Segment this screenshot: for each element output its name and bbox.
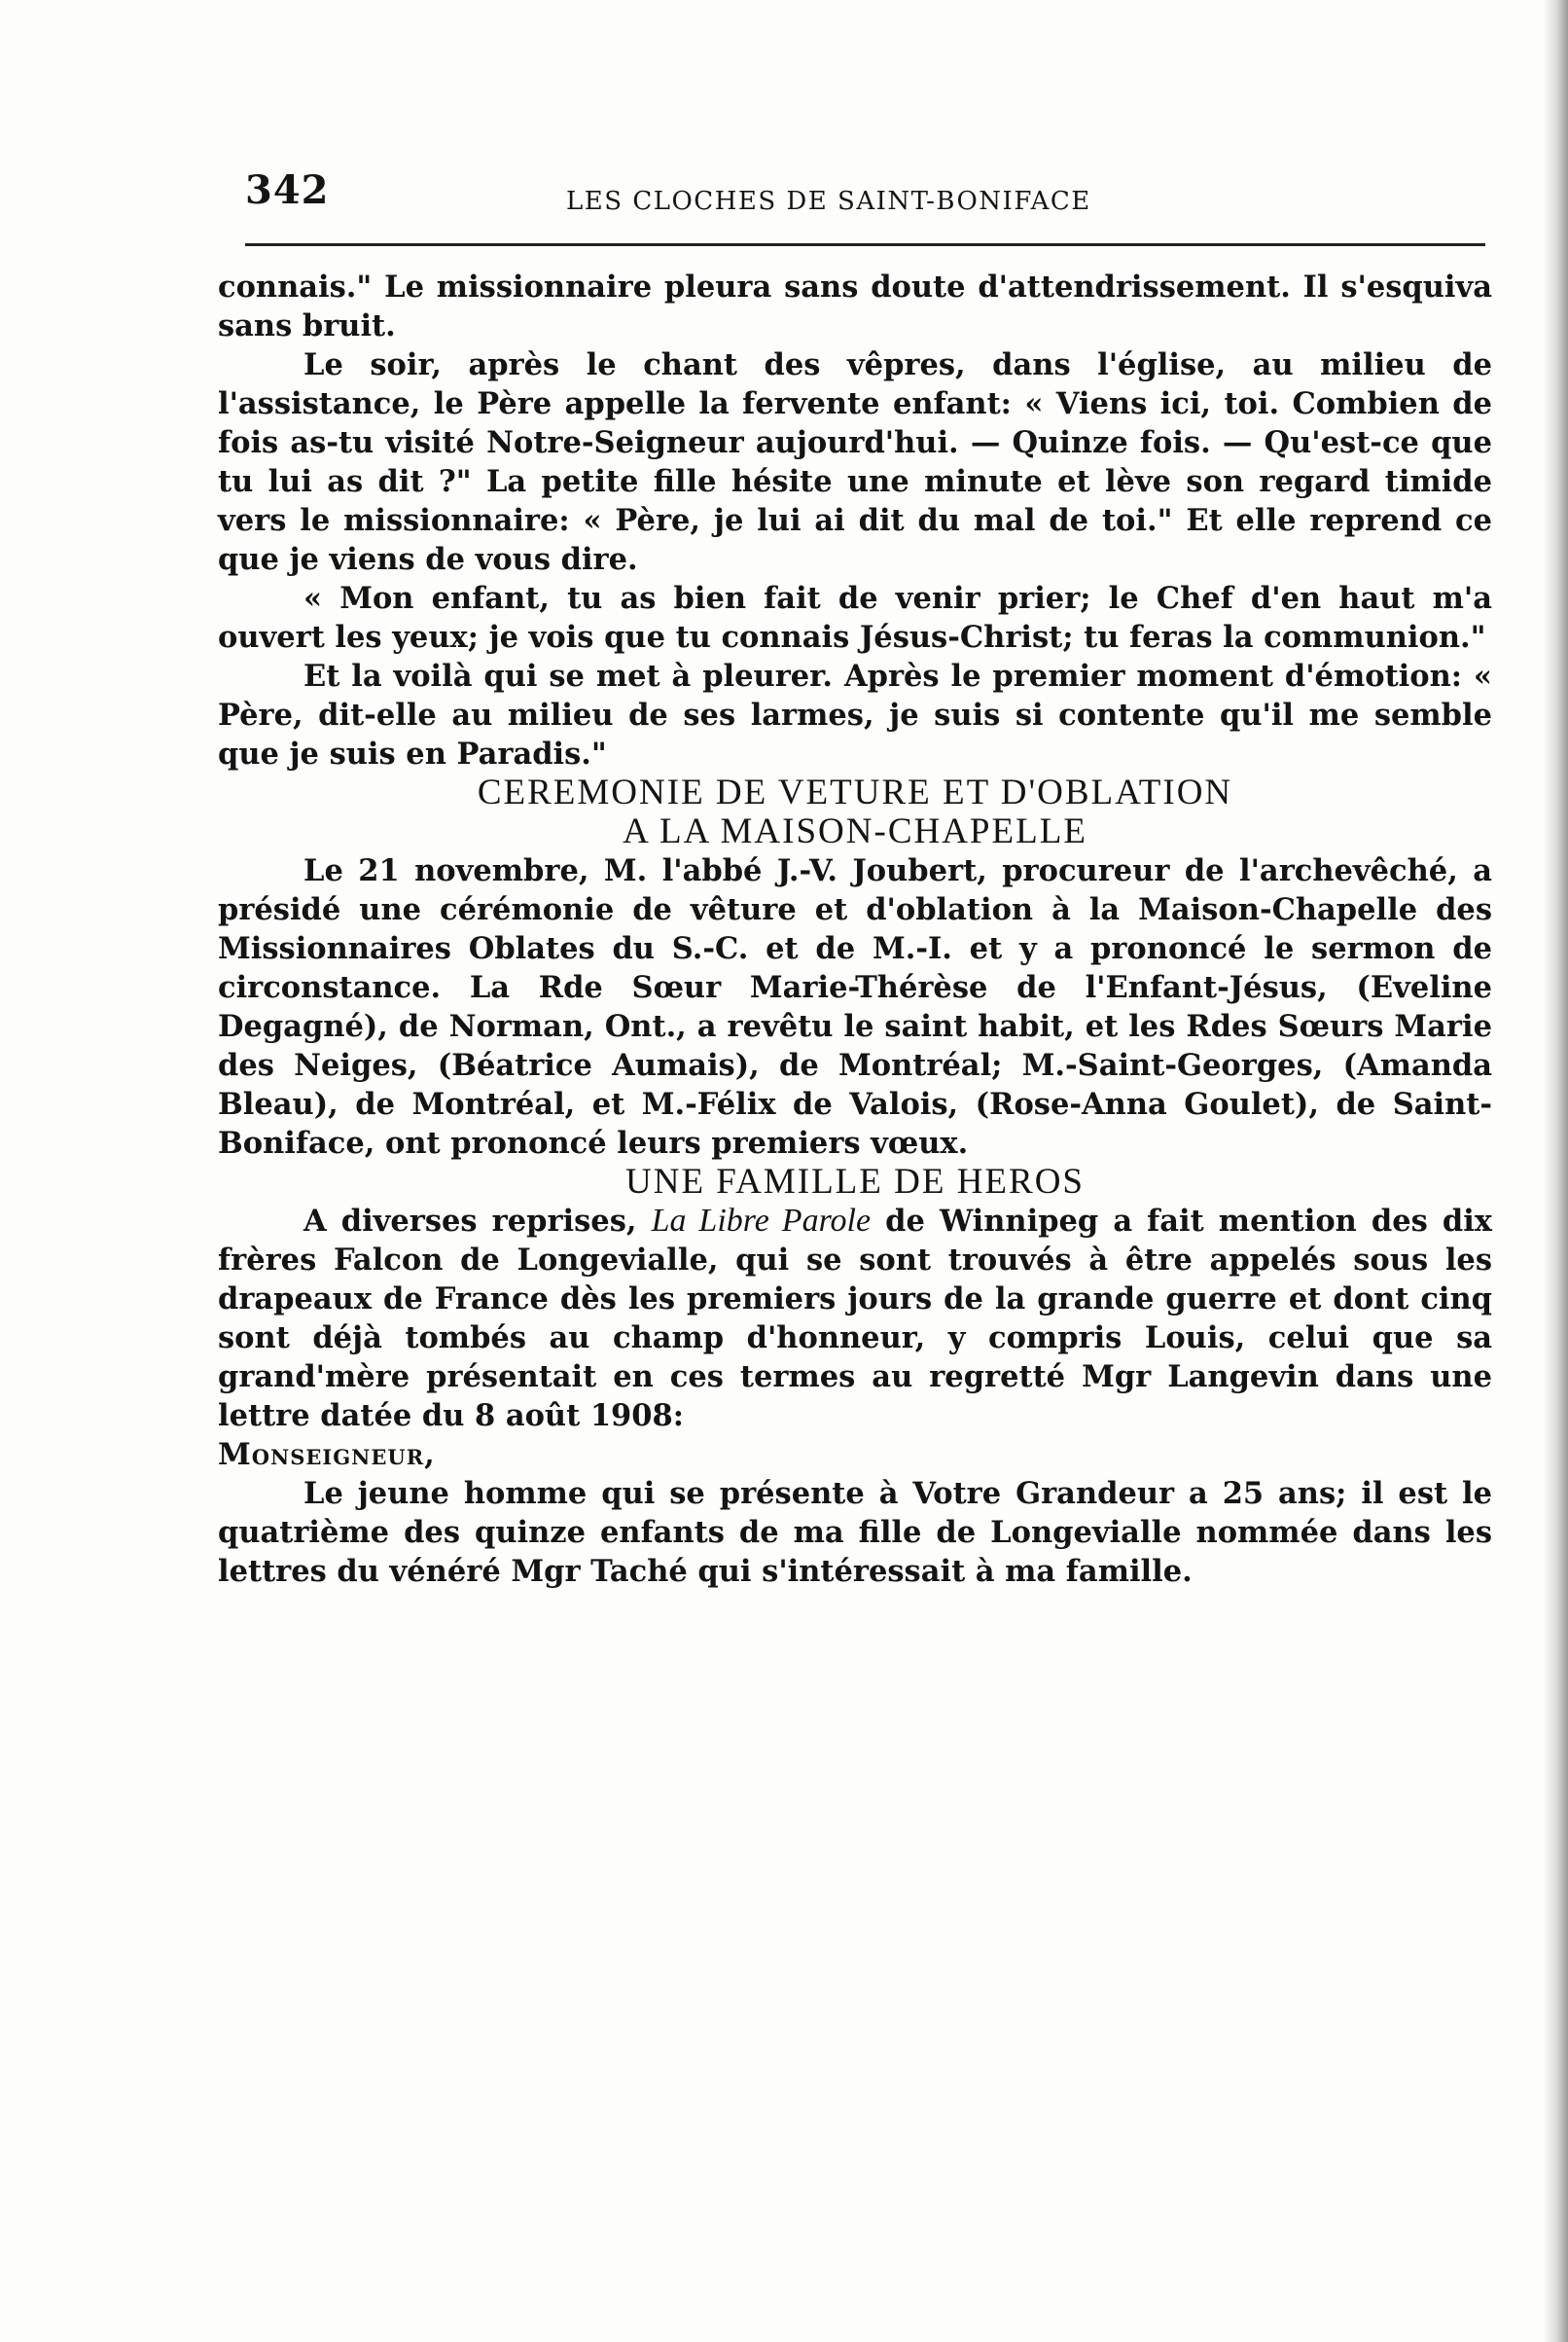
page-number: 342 [245, 167, 330, 213]
famille-text-end: de Winnipeg a fait mention des dix frères Falcon de Longevialle, qui se sont trouvés à être appelés sous les drapeaux de France dès les premiers jours de la grande guerre et dont cinq sont déjà tombés au champ d'honneur, y compris Louis, celui que sa grand'mère présentait en ces termes au regretté Mgr Langevin dans une lettre datée du 8 août 1908: [218, 1204, 1492, 1433]
section-heading-famille: UNE FAMILLE DE HEROS [625, 1162, 1085, 1202]
section-heading-veture: CEREMONIE DE VETURE ET D'OBLATION [477, 773, 1233, 812]
section-subheading-maison-chapelle: A LA MAISON-CHAPELLE [623, 811, 1087, 851]
paragraph-4: Et la voilà qui se met à pleurer. Après le premier moment d'émotion: « Père, dit-elle au milieu de ses larmes, je suis si contente qu'il me semble que je suis en Paradis." [218, 659, 1492, 772]
header-rule [245, 243, 1485, 246]
letter-salutation: Monseigneur, [218, 1437, 436, 1472]
paragraph-1: connais." Le missionnaire pleura sans doute d'attendrissement. Il s'esquiva sans bruit. [218, 270, 1492, 343]
running-head: LES CLOCHES DE SAINT-BONIFACE [566, 187, 1091, 216]
paragraph-letter: Le jeune homme qui se présente à Votre Grandeur a 25 ans; il est le quatrième des quinze enfants de ma fille de Longevialle nommée dans les lettres du vénéré Mgr Taché qui s'intéressait à ma famille. [218, 1476, 1492, 1589]
paragraph-famille [218, 1202, 1492, 1435]
paragraph-2: Le soir, après le chant des vêpres, dans l'église, au milieu de l'assistance, le Père appelle la fervente enfant: « Viens ici, toi. Combien de fois as-tu visité Notre-Seigneur aujourd'hui. — Quinze fois. — Qu'est-ce que tu lui as dit ?" La petite fille hésite une minute et lève son regard timide vers le missionnaire: « Père, je lui ai dit du mal de toi." Et elle reprend ce que je viens de vous dire. [218, 347, 1492, 577]
paragraph-3: « Mon enfant, tu as bien fait de venir prier; le Chef d'en haut m'a ouvert les yeux; je vois que tu connais Jésus-Christ; tu feras la communion." [218, 581, 1492, 655]
famille-text-start: A diverses reprises, [303, 1204, 652, 1239]
page-header [245, 167, 1485, 226]
newspaper-title: La Libre Parole [651, 1203, 872, 1239]
page-edge-shadow [1543, 0, 1568, 2342]
body-text [218, 268, 1492, 1591]
paragraph-veture: Le 21 novembre, M. l'abbé J.-V. Joubert, procureur de l'archevêché, a présidé une cérémonie de vêture et d'oblation à la Maison-Chapelle des Missionnaires Oblates du S.-C. et de M.-I. et y a prononcé le sermon de circonstance. La Rde Sœur Marie-Thérèse de l'Enfant-Jésus, (Eveline Degagné), de Norman, Ont., a revêtu le saint habit, et les Rdes Sœurs Marie des Neiges, (Béatrice Aumais), de Montréal; M.-Saint-Georges, (Amanda Bleau), de Montréal, et M.-Félix de Valois, (Rose-Anna Goulet), de Saint-Boniface, ont prononcé leurs premiers vœux. [218, 853, 1492, 1161]
